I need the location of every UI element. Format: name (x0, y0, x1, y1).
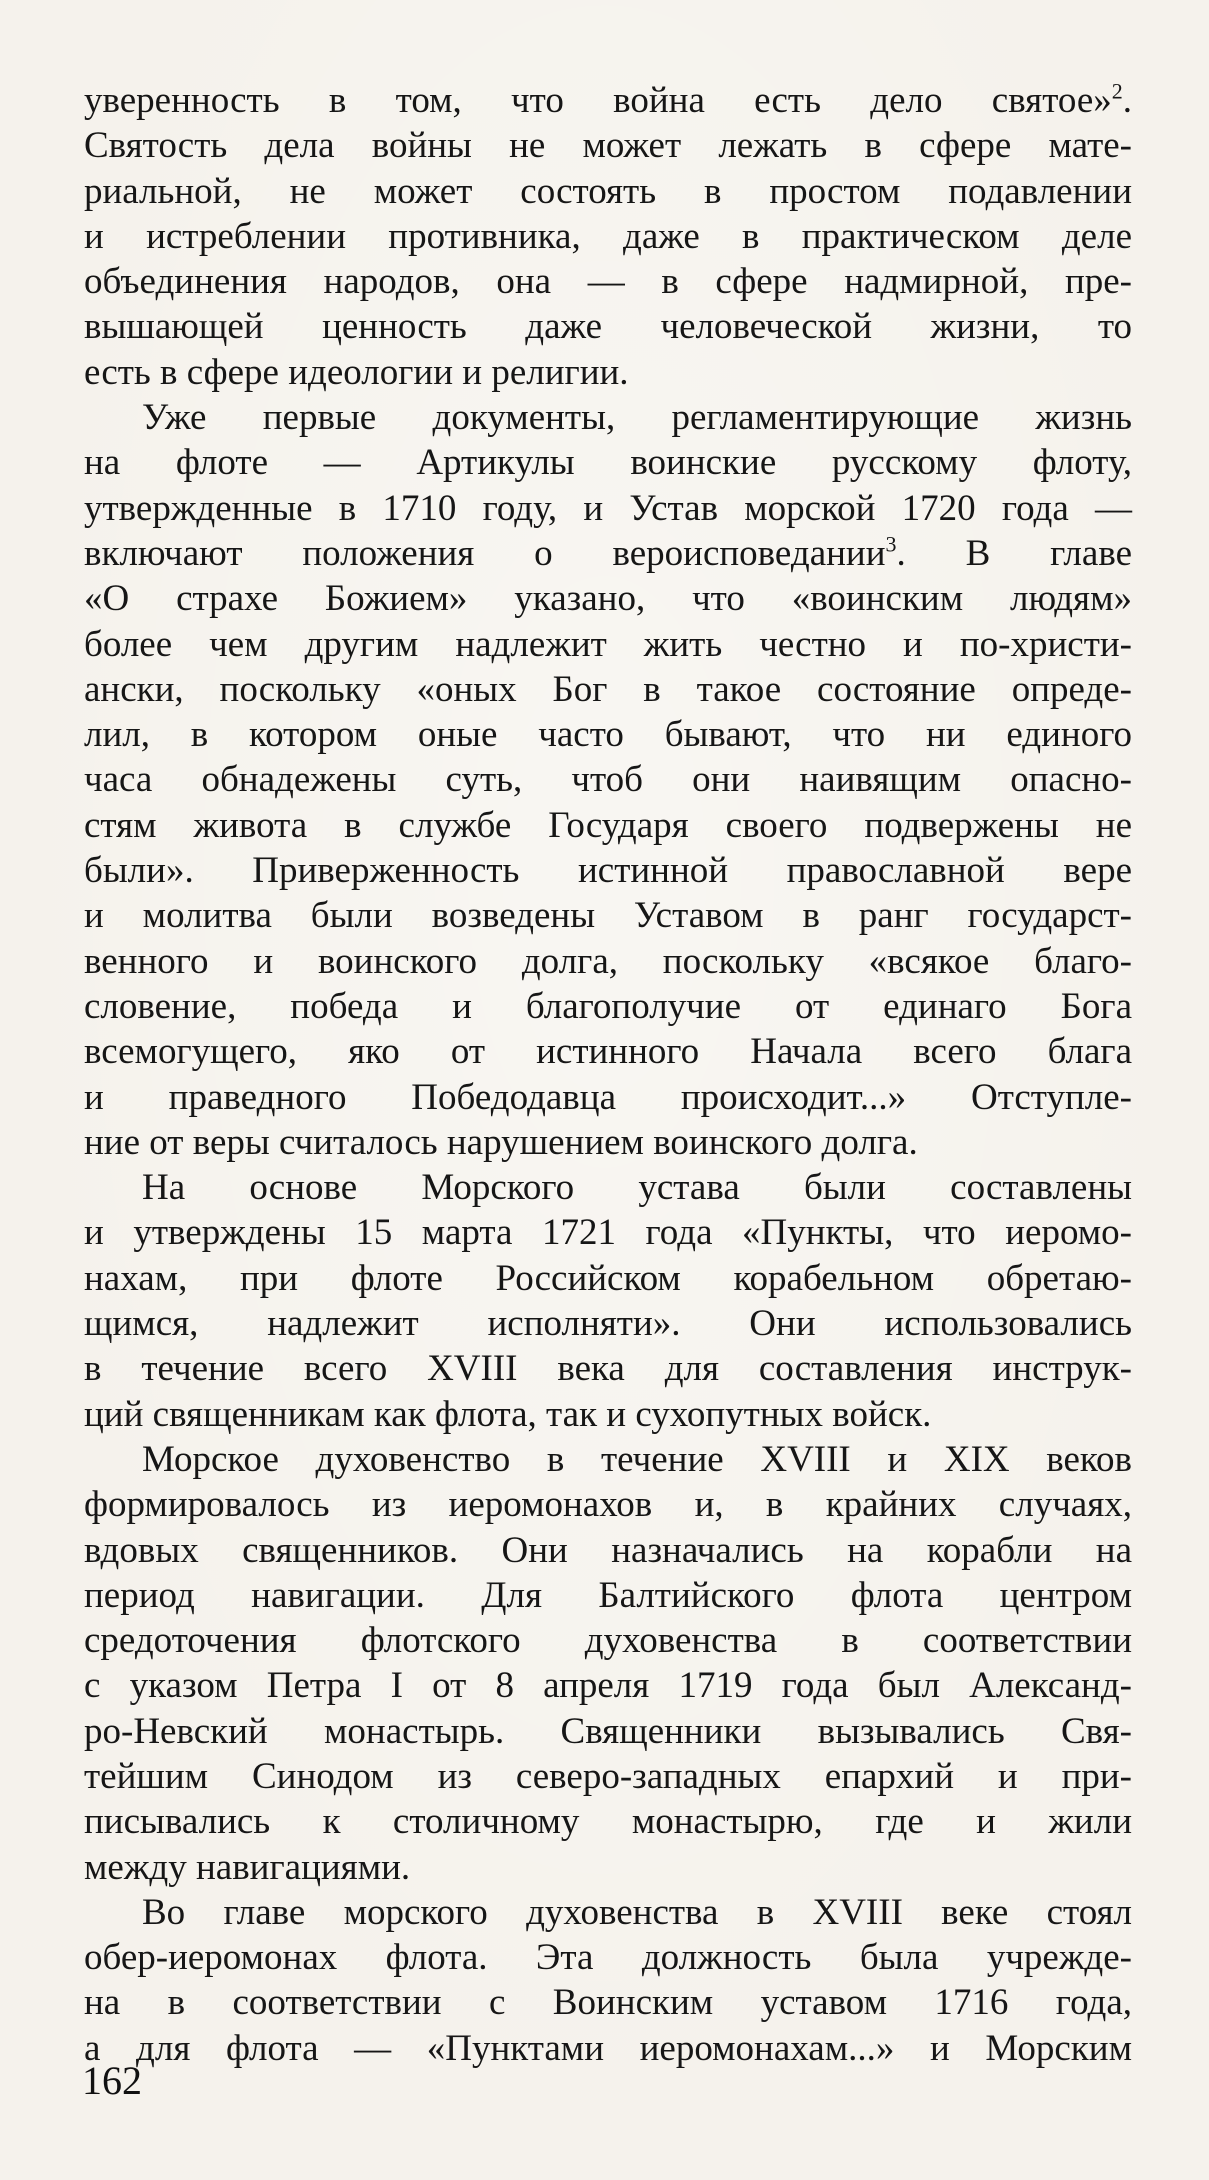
text-line: формировалось из иеромонахов и, в крайних случаях, (84, 1484, 1132, 1526)
text-line: ро-Невский монастырь. Священники вызывались Свя- (84, 1710, 1132, 1752)
text-line: Уже первые документы, регламентирующие жизнь (142, 397, 1132, 439)
text-line: на флоте — Артикулы воинские русскому флоту, (84, 442, 1132, 484)
text-line: часа обнадежены суть, чтоб они наивящим опасно- (84, 759, 1132, 801)
paragraph-2 (84, 395, 1132, 1165)
text-line: и истреблении противника, даже в практическом деле (84, 215, 1132, 257)
text-line: между навигациями. (84, 1846, 411, 1888)
paragraph-4 (84, 1437, 1132, 1890)
text-line: есть в сфере идеологии и религии. (84, 351, 629, 393)
text-line: «О страхе Божием» указано, что «воинским людям» (84, 578, 1132, 620)
text-line: более чем другим надлежит жить честно и по-христи- (84, 623, 1132, 665)
text-line: ние от веры считалось нарушением воинского долга. (84, 1121, 918, 1163)
paragraph-3 (84, 1165, 1132, 1437)
footnote-marker: 3 (885, 531, 897, 557)
text-line: писывались к столичному монастырю, где и жили (84, 1801, 1132, 1843)
paragraph-5 (84, 1890, 1132, 2071)
footnote-marker: 2 (1111, 78, 1123, 104)
text-line: венного и воинского долга, поскольку «всякое благо- (84, 940, 1132, 982)
text-line: ански, поскольку «оных Бог в такое состояние опреде- (84, 668, 1132, 710)
text-line: риальной, не может состоять в простом подавлении (84, 170, 1132, 212)
text-line: в течение всего XVIII века для составления инструк- (84, 1348, 1132, 1390)
body-text (84, 78, 1132, 2071)
text-line: обер-иеромонах флота. Эта должность была учрежде- (84, 1937, 1132, 1979)
text-line: уверенность в том, что война есть дело святое»$^2$. (84, 78, 1132, 121)
text-line: на в соответствии с Воинским уставом 1716 года, (84, 1982, 1132, 2024)
text-line: и утверждены 15 марта 1721 года «Пункты, что иеромо- (84, 1212, 1132, 1254)
text-line: тейшим Синодом из северо-западных епархий и при- (84, 1755, 1132, 1797)
text-line: словение, победа и благополучие от единаго Бога (84, 985, 1132, 1027)
text-line: включают положения о вероисповедании$^3$. В главе (84, 531, 1132, 574)
text-line: утвержденные в 1710 году, и Устав морской 1720 года — (84, 487, 1132, 529)
text-line: лил, в котором оные часто бывают, что ни единого (84, 714, 1132, 756)
text-line: период навигации. Для Балтийского флота центром (84, 1574, 1132, 1616)
text-line: вдовых священников. Они назначались на корабли на (84, 1529, 1132, 1571)
text-line: Морское духовенство в течение XVIII и XIX веков (142, 1438, 1132, 1480)
text-line: стям живота в службе Государя своего подвержены не (84, 804, 1132, 846)
text-line: и молитва были возведены Уставом в ранг государст- (84, 895, 1132, 937)
text-line: всемогущего, яко от истинного Начала всего блага (84, 1031, 1132, 1073)
text-line: На основе Морского устава были составлены (142, 1167, 1132, 1209)
text-line: были». Приверженность истинной православной вере (84, 850, 1132, 892)
text-line: а для флота — «Пунктами иеромонахам...» и Морским (84, 2027, 1132, 2069)
text-line: Святость дела войны не может лежать в сфере мате- (84, 125, 1132, 167)
page-number: 162 (82, 2058, 142, 2103)
text-line: Во главе морского духовенства в XVIII веке стоял (142, 1891, 1132, 1933)
text-line: вышающей ценность даже человеческой жизни, то (84, 306, 1132, 348)
text-line: средоточения флотского духовенства в соответствии (84, 1620, 1132, 1662)
text-line: щимся, надлежит исполняти». Они использовались (84, 1303, 1132, 1345)
text-line: нахам, при флоте Российском корабельном обретаю- (84, 1257, 1132, 1299)
text-line: с указом Петра I от 8 апреля 1719 года был Александ- (84, 1665, 1132, 1707)
text-line: ций священникам как флота, так и сухопутных войск. (84, 1393, 932, 1435)
paragraph-1 (84, 78, 1132, 395)
text-line: объединения народов, она — в сфере надмирной, пре- (84, 261, 1132, 303)
text-line: и праведного Победодавца происходит...» Отступле- (84, 1076, 1132, 1118)
